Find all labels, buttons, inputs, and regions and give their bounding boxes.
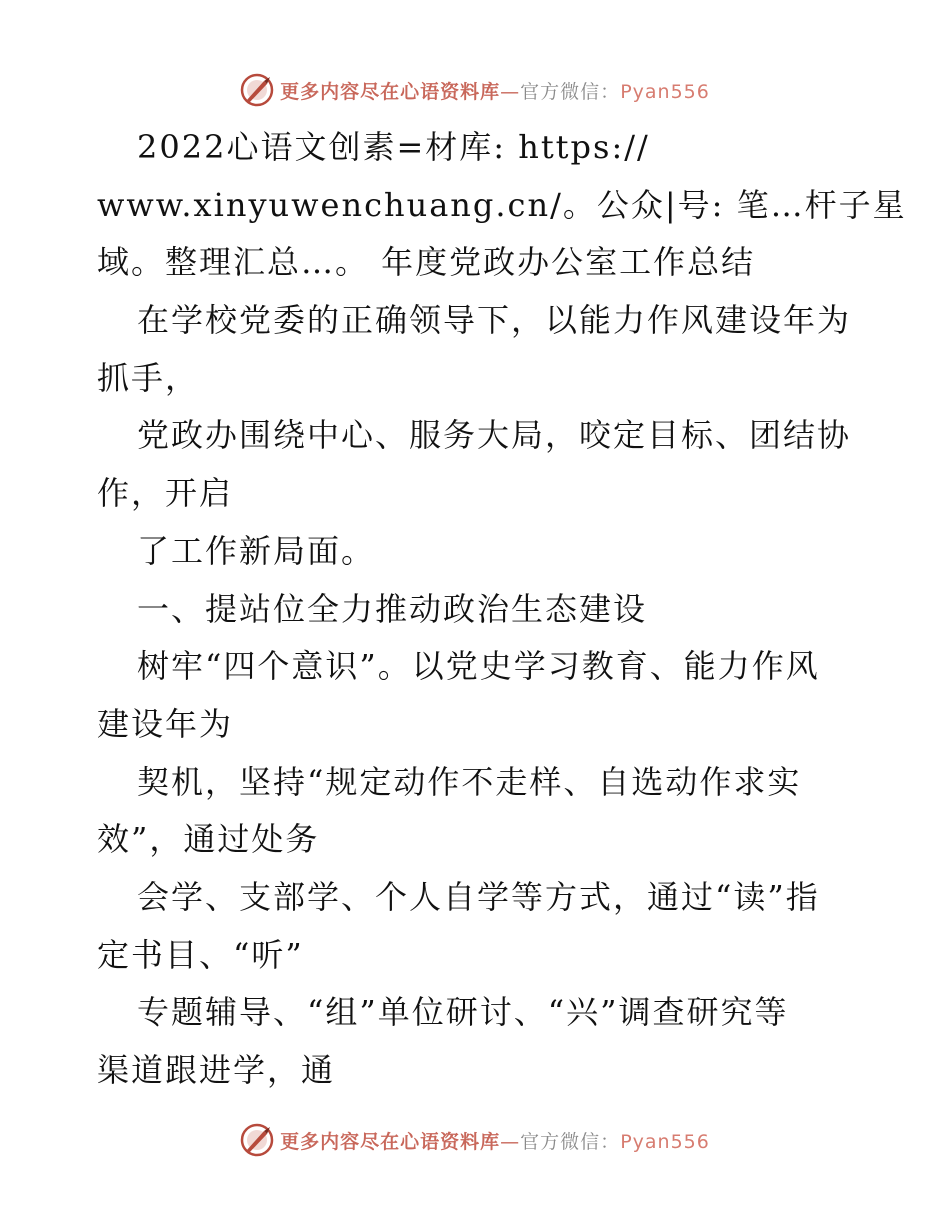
doc-line-8: 了工作新局面。 (137, 531, 376, 570)
header-watermark (0, 70, 950, 110)
doc-line-4: 在学校党委的正确领导下，以能力作风建设年为 (137, 301, 852, 340)
watermark-dash: — (500, 1130, 521, 1153)
doc-line-1: 2022心语文创素=材库: https:// (137, 128, 650, 166)
footer-watermark (0, 1120, 950, 1160)
quill-pen-logo-icon (240, 1123, 274, 1157)
watermark-wechat-id: Pyan556 (620, 80, 710, 103)
doc-line-10: 树牢“四个意识”。以党史学习教育、能力作风 (137, 647, 820, 686)
watermark-text (280, 1127, 710, 1154)
watermark-main-text: 更多内容尽在心语资料库 (280, 1130, 501, 1153)
doc-line-6: 党政办围绕中心、服务大局，咬定目标、团结协 (137, 416, 852, 455)
doc-line-13: 效”，通过处务 (97, 820, 320, 859)
quill-pen-logo-icon (240, 73, 274, 107)
doc-line-9: 一、提站位全力推动政治生态建设 (137, 589, 648, 628)
doc-line-12: 契机，坚持“规定动作不走样、自选动作求实 (137, 762, 802, 801)
document-body (97, 119, 907, 1100)
watermark-secondary-text: 官方微信： (520, 1130, 621, 1153)
doc-line-2: www.xinyuwenchuang.cn/。公众|号: 笔…杆子星 (97, 185, 907, 224)
doc-line-14: 会学、支部学、个人自学等方式，通过“读”指 (137, 877, 820, 916)
doc-line-11: 建设年为 (97, 704, 234, 743)
doc-line-5: 抓手， (97, 358, 200, 397)
watermark-wechat-id: Pyan556 (620, 1130, 710, 1153)
watermark-secondary-text: 官方微信： (520, 80, 621, 103)
doc-line-7: 作，开启 (97, 474, 234, 513)
doc-line-15: 定书目、“听” (97, 935, 304, 974)
doc-line-17: 渠道跟进学，通 (97, 1051, 336, 1089)
watermark-main-text: 更多内容尽在心语资料库 (280, 80, 501, 103)
watermark-text (280, 77, 710, 104)
watermark-dash: — (500, 80, 521, 103)
doc-line-3: 域。整理汇总…。 年度党政办公室工作总结 (97, 243, 756, 282)
doc-line-16: 专题辅导、“组”单位研讨、“兴”调查研究等 (137, 993, 789, 1032)
